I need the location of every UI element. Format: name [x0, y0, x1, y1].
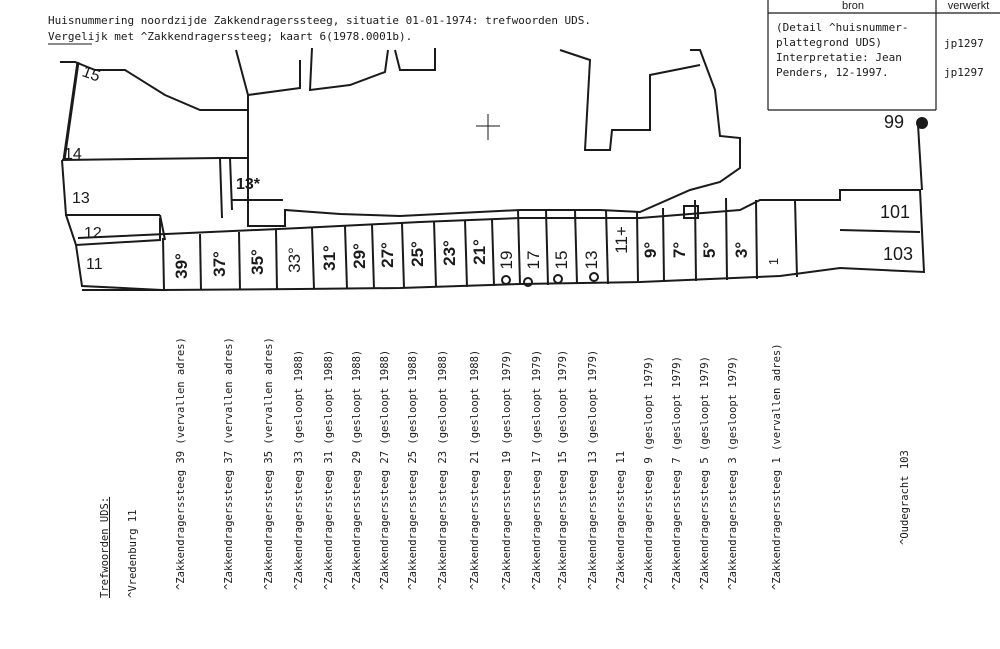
document-subtitle: Vergelijk met ^Zakkendragerssteeg; kaart 6(1978.0001b). [48, 30, 413, 43]
source-line: Penders, 12-1997. [776, 66, 889, 79]
house-number: 13 [582, 250, 601, 270]
lot-label: 101 [880, 202, 911, 222]
house-number: 33° [285, 247, 304, 273]
house-number: 19 [497, 250, 516, 270]
house-number: 25° [408, 241, 427, 267]
house-number: 29° [350, 243, 369, 269]
processed-ref: jp1297 [944, 37, 984, 50]
source-line: Interpretatie: Jean [776, 51, 902, 64]
column-header-verwerkt: verwerkt [947, 0, 990, 12]
keyword-entry: ^Zakkendragerssteeg 33 (gesloopt 1988) [293, 349, 305, 590]
lot-label: 11 [86, 256, 103, 273]
house-number: 7° [670, 241, 689, 259]
keyword-entry: ^Zakkendragerssteeg 31 (gesloopt 1988) [323, 349, 335, 590]
lot-label: 99 [884, 112, 905, 132]
keyword-entry: ^Zakkendragerssteeg 17 (gesloopt 1979) [531, 349, 543, 590]
house-number: 15 [552, 250, 571, 270]
house-number: 3° [732, 241, 751, 259]
keyword-entry: ^Zakkendragerssteeg 1 (vervallen adres) [771, 343, 783, 590]
house-number: 37° [210, 251, 229, 277]
lot-label: 14 [64, 146, 82, 163]
house-number: 31° [320, 245, 339, 271]
large-building-outline [236, 48, 740, 226]
keyword-entry: ^Zakkendragerssteeg 27 (gesloopt 1988) [379, 349, 391, 590]
keyword-entry: ^Zakkendragerssteeg 11 [615, 450, 627, 590]
keyword-entry: ^Zakkendragerssteeg 19 (gesloopt 1979) [501, 349, 513, 590]
keyword-entry: ^Zakkendragerssteeg 23 (gesloopt 1988) [437, 349, 449, 590]
keyword-entry: ^Vredenburg 11 [127, 509, 139, 598]
keyword-entry: ^Zakkendragerssteeg 15 (gesloopt 1979) [557, 349, 569, 590]
column-header-bron: bron [841, 0, 865, 12]
keyword-entry: ^Zakkendragerssteeg 39 (vervallen adres) [175, 337, 187, 590]
document-title: Huisnummering noordzijde Zakkendragerssteeg, situatie 01-01-1974: trefwoorden UDS. [48, 14, 592, 27]
keyword-entry: ^Zakkendragerssteeg 7 (gesloopt 1979) [671, 356, 683, 590]
lot-label: 13 [72, 190, 90, 207]
source-description [776, 20, 908, 80]
lot-label: 13* [236, 176, 261, 193]
keyword-entry: ^Zakkendragerssteeg 21 (gesloopt 1988) [469, 349, 481, 590]
house-number: 9° [641, 241, 660, 259]
house-number: 27° [378, 242, 397, 268]
house-number: 17 [524, 250, 543, 270]
keyword-entry: ^Zakkendragerssteeg 37 (vervallen adres) [223, 337, 235, 590]
keyword-entry: ^Zakkendragerssteeg 9 (gesloopt 1979) [643, 356, 655, 590]
house-number: 23° [440, 240, 459, 266]
keyword-entry: ^Zakkendragerssteeg 5 (gesloopt 1979) [699, 356, 711, 590]
lot-label: 1 [766, 257, 782, 266]
keyword-entry: ^Oudegracht 103 [899, 450, 911, 545]
keyword-entry: ^Zakkendragerssteeg 35 (vervallen adres) [263, 337, 275, 590]
house-number: 11+ [612, 226, 631, 254]
keyword-entry: ^Zakkendragerssteeg 25 (gesloopt 1988) [407, 349, 419, 590]
house-number: 35° [248, 249, 267, 275]
source-line: plattegrond UDS) [776, 36, 882, 49]
keyword-entry: ^Zakkendragerssteeg 29 (gesloopt 1988) [351, 349, 363, 590]
lot-label: 12 [84, 225, 102, 242]
processed-ref: jp1297 [944, 66, 984, 79]
house-number: 39° [172, 253, 191, 279]
house-number: 21° [470, 239, 489, 265]
keyword-entry: ^Zakkendragerssteeg 3 (gesloopt 1979) [727, 356, 739, 590]
lot-label: 15 [79, 63, 103, 86]
keywords-heading: Trefwoorden UDS: [99, 496, 111, 598]
source-line: (Detail ^huisnummer- [776, 21, 909, 34]
keyword-entry: ^Zakkendragerssteeg 13 (gesloopt 1979) [587, 349, 599, 590]
house-number: 5° [700, 241, 719, 259]
lot-label: 103 [883, 244, 914, 264]
